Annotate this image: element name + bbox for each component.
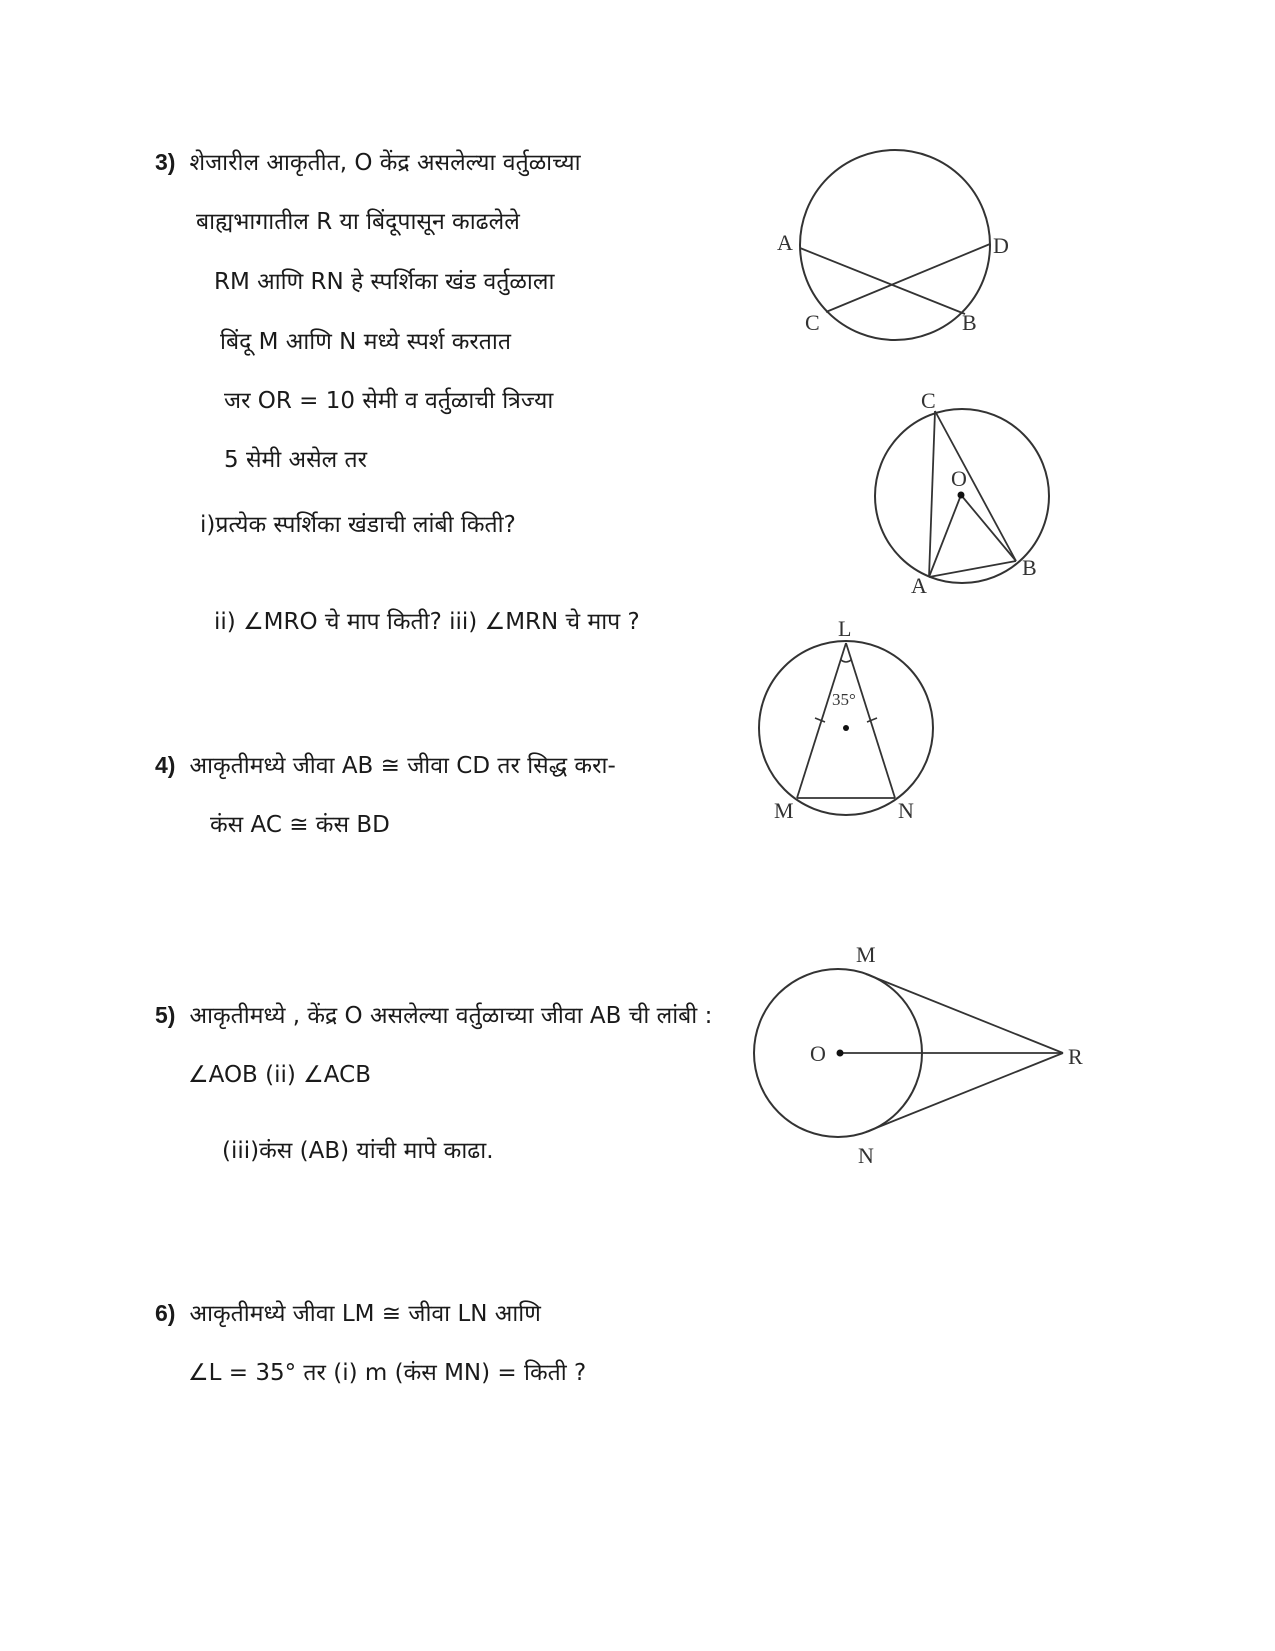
- fig2-label-a: A: [911, 573, 927, 598]
- q3-line-7: i)प्रत्येक स्पर्शिका खंडाची लांबी किती?: [200, 512, 516, 538]
- q3-text-1: शेजारील आकृतीत, O केंद्र असलेल्या वर्तुळाच्या: [189, 150, 581, 176]
- fig1-label-c: C: [805, 310, 820, 335]
- q3-line-2: बाह्यभागातील R या बिंदूपासून काढलेले: [196, 209, 520, 235]
- fig3-label-angle: 35°: [832, 690, 856, 709]
- q5-text-1: आकृतीमध्ये , केंद्र O असलेल्या वर्तुळाच्या जीवा AB ची लांबी :: [189, 1003, 713, 1029]
- q4-line-2: कंस AC ≅ कंस BD: [210, 812, 390, 838]
- fig2-label-b: B: [1022, 555, 1037, 580]
- q5-line-3: (iii)कंस (AB) यांची मापे काढा.: [222, 1138, 494, 1164]
- fig3-label-m: M: [774, 798, 794, 823]
- q3-line-5: जर OR = 10 सेमी व वर्तुळाची त्रिज्या: [224, 388, 554, 414]
- q3-line-6: 5 सेमी असेल तर: [224, 447, 368, 473]
- q6-line-2: ∠L = 35° तर (i) m (कंस MN) = किती ?: [188, 1360, 587, 1386]
- fig3-label-n: N: [898, 798, 914, 823]
- fig4-label-r: R: [1068, 1044, 1083, 1069]
- q3-line-3: RM आणि RN हे स्पर्शिका खंड वर्तुळाला: [214, 269, 555, 295]
- fig4-tangent-rm: [866, 974, 1063, 1053]
- q4-number: 4): [155, 752, 176, 778]
- fig1-label-d: D: [993, 233, 1009, 258]
- q4-text-1: आकृतीमध्ये जीवा AB ≅ जीवा CD तर सिद्ध करा-: [189, 753, 616, 779]
- fig1-label-b: B: [962, 310, 977, 335]
- fig4-label-m: M: [856, 942, 876, 967]
- q6-text-1: आकृतीमध्ये जीवा LM ≅ जीवा LN आणि: [189, 1301, 541, 1327]
- q3-number: 3): [155, 149, 176, 175]
- fig4-label-o: O: [810, 1041, 826, 1066]
- q6-number: 6): [155, 1300, 176, 1326]
- fig2-label-c: C: [921, 388, 936, 413]
- fig4-label-n: N: [858, 1143, 874, 1168]
- q5-line-2: ∠AOB (ii) ∠ACB: [188, 1062, 371, 1088]
- fig3-label-l: L: [838, 616, 852, 641]
- fig1-label-a: A: [777, 230, 793, 255]
- q3-line-4: बिंदू M आणि N मध्ये स्पर्श करतात: [220, 329, 511, 355]
- q3-line-8: ii) ∠MRO चे माप किती? iii) ∠MRN चे माप ?: [214, 609, 640, 635]
- fig4-tangent-rn: [866, 1053, 1063, 1132]
- q5-number: 5): [155, 1002, 176, 1028]
- fig4-center-dot: [837, 1050, 844, 1057]
- fig2-label-o: O: [951, 466, 967, 491]
